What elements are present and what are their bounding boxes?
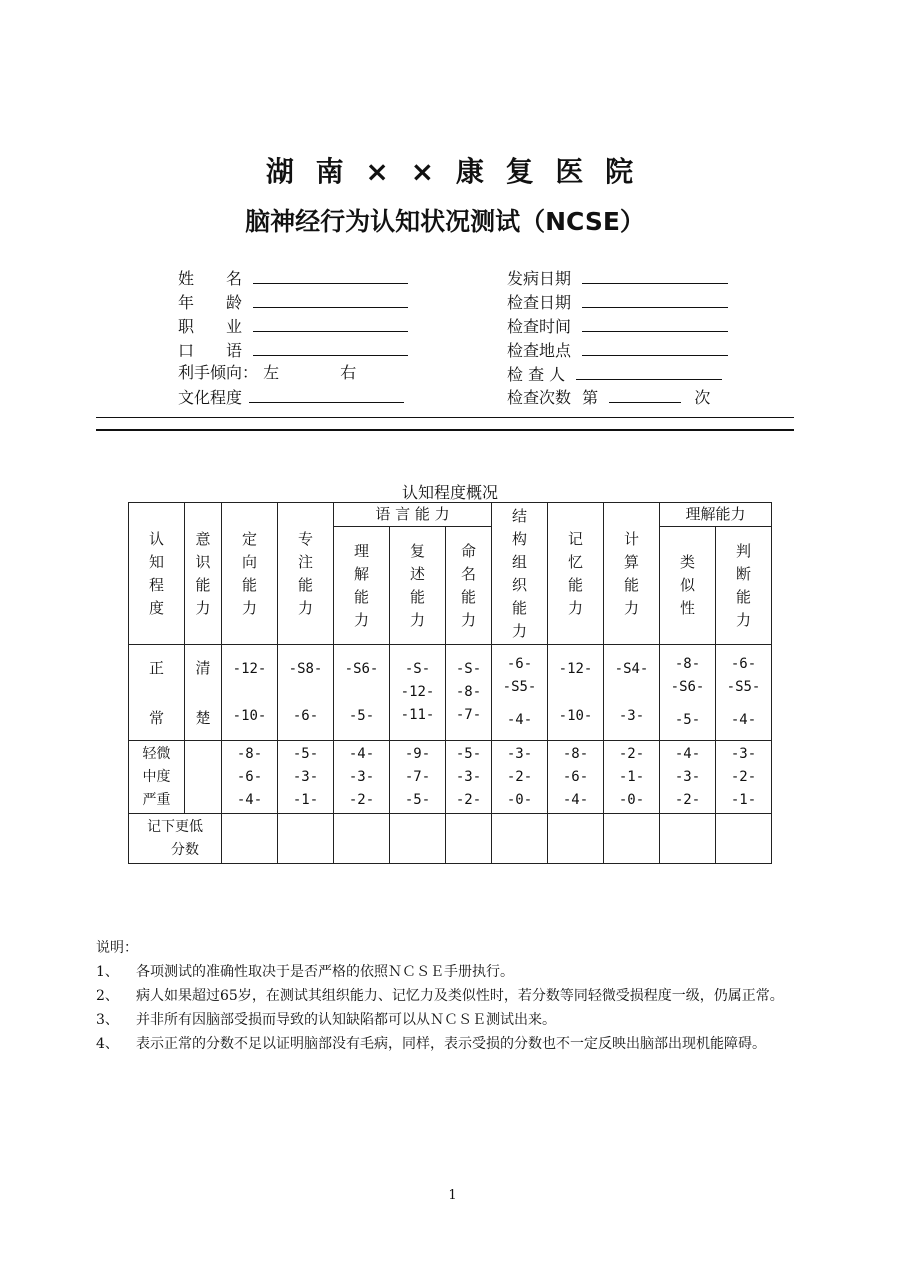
score-cell: -12- -10- — [548, 645, 604, 741]
label-normal: 正 常 — [129, 645, 185, 741]
examiner-field[interactable] — [576, 363, 722, 380]
label-clear: 清 楚 — [185, 645, 222, 741]
score-cell: -3- -2- -0- — [492, 741, 548, 814]
note-item: 1、 各项测试的准确性取决于是否严格的依照ＮＣＳＥ手册执行。 — [96, 964, 514, 980]
form-label: 检 查 人 — [507, 365, 566, 384]
header-orientation: 定向能力 — [222, 503, 278, 645]
score-cell: -9- -7- -5- — [390, 741, 446, 814]
lower-score-judgment-cell[interactable] — [716, 814, 772, 864]
score-cell: -8- -S6- -5- — [660, 645, 716, 741]
lower-score-memory-cell[interactable] — [548, 814, 604, 864]
lower-score-calculation-cell[interactable] — [604, 814, 660, 864]
test-title: 脑神经行为认知状况测试（NCSE） — [245, 207, 645, 236]
score-cell: -6- -S5- -4- — [716, 645, 772, 741]
form-label: 文化程度 — [178, 388, 243, 407]
header-similarity: 类似性 — [660, 527, 716, 645]
table-caption: 认知程度概况 — [401, 483, 498, 502]
lower-score-attention-cell[interactable] — [278, 814, 334, 864]
form-label: 检查次数 — [507, 388, 572, 407]
form-row-handedness — [178, 363, 356, 383]
lower-score-similarity-cell[interactable] — [660, 814, 716, 864]
score-cell: -4- -3- -2- — [660, 741, 716, 814]
header-naming: 命名能力 — [446, 527, 492, 645]
score-cell: -5- -3- -1- — [278, 741, 334, 814]
exam-location-field[interactable] — [582, 339, 728, 356]
header-attention: 专注能力 — [278, 503, 334, 645]
form-row-name — [178, 267, 408, 289]
exam-count-prefix: 第 — [582, 388, 599, 407]
exam-date-field[interactable] — [582, 291, 728, 308]
score-cell: -S- -8- -7- — [446, 645, 492, 741]
header-memory: 记忆能力 — [548, 503, 604, 645]
onset-date-field[interactable] — [582, 267, 728, 284]
label-lower-score: 记下更低 分数 — [129, 814, 222, 864]
note-item: 3、 并非所有因脑部受损而导致的认知缺陷都可以从ＮＣＳＥ测试出来。 — [96, 1012, 556, 1028]
score-cell: -5- -3- -2- — [446, 741, 492, 814]
form-label: 年 龄 — [178, 293, 243, 312]
notes-heading: 说明： — [96, 940, 138, 956]
lower-score-construction-cell[interactable] — [492, 814, 548, 864]
form-row-spoken-language — [178, 339, 408, 361]
header-consciousness: 意识能力 — [185, 503, 222, 645]
header-level: 认知程度 — [129, 503, 185, 645]
handedness-left-option[interactable]: 左 — [263, 363, 280, 382]
form-label: 职 业 — [178, 317, 243, 336]
form-row-exam-date — [507, 291, 728, 313]
spoken-language-field[interactable] — [253, 339, 408, 356]
form-label: 姓 名 — [178, 269, 243, 288]
score-cell: -8- -6- -4- — [548, 741, 604, 814]
form-label: 发病日期 — [507, 269, 572, 288]
lower-score-naming-cell[interactable] — [446, 814, 492, 864]
lower-score-repetition-cell[interactable] — [390, 814, 446, 864]
score-cell: -S6- -5- — [334, 645, 390, 741]
header-construction: 结构组织能力 — [492, 503, 548, 645]
score-cell: -12- -10- — [222, 645, 278, 741]
notes-section — [96, 936, 816, 1056]
score-cell: -S- -12- -11- — [390, 645, 446, 741]
lower-score-orientation-cell[interactable] — [222, 814, 278, 864]
handedness-right-option[interactable]: 右 — [340, 363, 357, 382]
score-cell: -S4- -3- — [604, 645, 660, 741]
name-field[interactable] — [253, 267, 408, 284]
header-reasoning-group: 理解能力 — [660, 503, 772, 527]
score-cell: -8- -6- -4- — [222, 741, 278, 814]
score-cell: -S8- -6- — [278, 645, 334, 741]
header-repetition: 复述能力 — [390, 527, 446, 645]
form-label: 口 语 — [178, 341, 243, 360]
occupation-field[interactable] — [253, 315, 408, 332]
score-cell: -6- -S5- -4- — [492, 645, 548, 741]
header-language-group: 语 言 能 力 — [334, 503, 492, 527]
form-row-onset-date — [507, 267, 728, 289]
divider-thick — [96, 429, 794, 431]
form-row-exam-count — [507, 386, 710, 408]
header-comprehension: 理解能力 — [334, 527, 390, 645]
form-label: 检查地点 — [507, 341, 572, 360]
exam-count-suffix: 次 — [694, 388, 711, 407]
header-judgment: 判断能力 — [716, 527, 772, 645]
note-item: 2、 病人如果超过65岁，在测试其组织能力、记忆力及类似性时，若分数等同轻微受损程度一级，仍属正常。 — [96, 988, 784, 1004]
age-field[interactable] — [253, 291, 408, 308]
table-row-lower-score — [129, 814, 772, 864]
form-label: 利手倾向： — [178, 363, 259, 382]
table-row-normal — [129, 645, 772, 741]
table-row-impairment — [129, 741, 772, 814]
lower-score-comprehension-cell[interactable] — [334, 814, 390, 864]
exam-time-field[interactable] — [582, 315, 728, 332]
exam-count-field[interactable] — [609, 386, 681, 403]
header-calculation: 计算能力 — [604, 503, 660, 645]
note-item: 4、 表示正常的分数不足以证明脑部没有毛病，同样，表示受损的分数也不一定反映出脑部出现机能障碍。 — [96, 1036, 766, 1052]
score-cell: -2- -1- -0- — [604, 741, 660, 814]
hospital-name: 湖 南 × × 康 复 医 院 — [265, 155, 640, 188]
score-cell: -4- -3- -2- — [334, 741, 390, 814]
score-cell: -3- -2- -1- — [716, 741, 772, 814]
form-row-occupation — [178, 315, 408, 337]
form-label: 检查时间 — [507, 317, 572, 336]
form-row-exam-time — [507, 315, 728, 337]
form-row-age — [178, 291, 408, 313]
label-impairment-levels: 轻微 中度 严重 — [129, 741, 185, 814]
form-label: 检查日期 — [507, 293, 572, 312]
form-row-examiner — [507, 363, 722, 385]
cognition-table — [128, 502, 772, 864]
form-row-education — [178, 386, 404, 408]
page-number: 1 — [448, 1188, 457, 1203]
divider-thin — [96, 417, 794, 418]
empty-cell — [185, 741, 222, 814]
education-field[interactable] — [249, 386, 404, 403]
form-row-exam-location — [507, 339, 728, 361]
